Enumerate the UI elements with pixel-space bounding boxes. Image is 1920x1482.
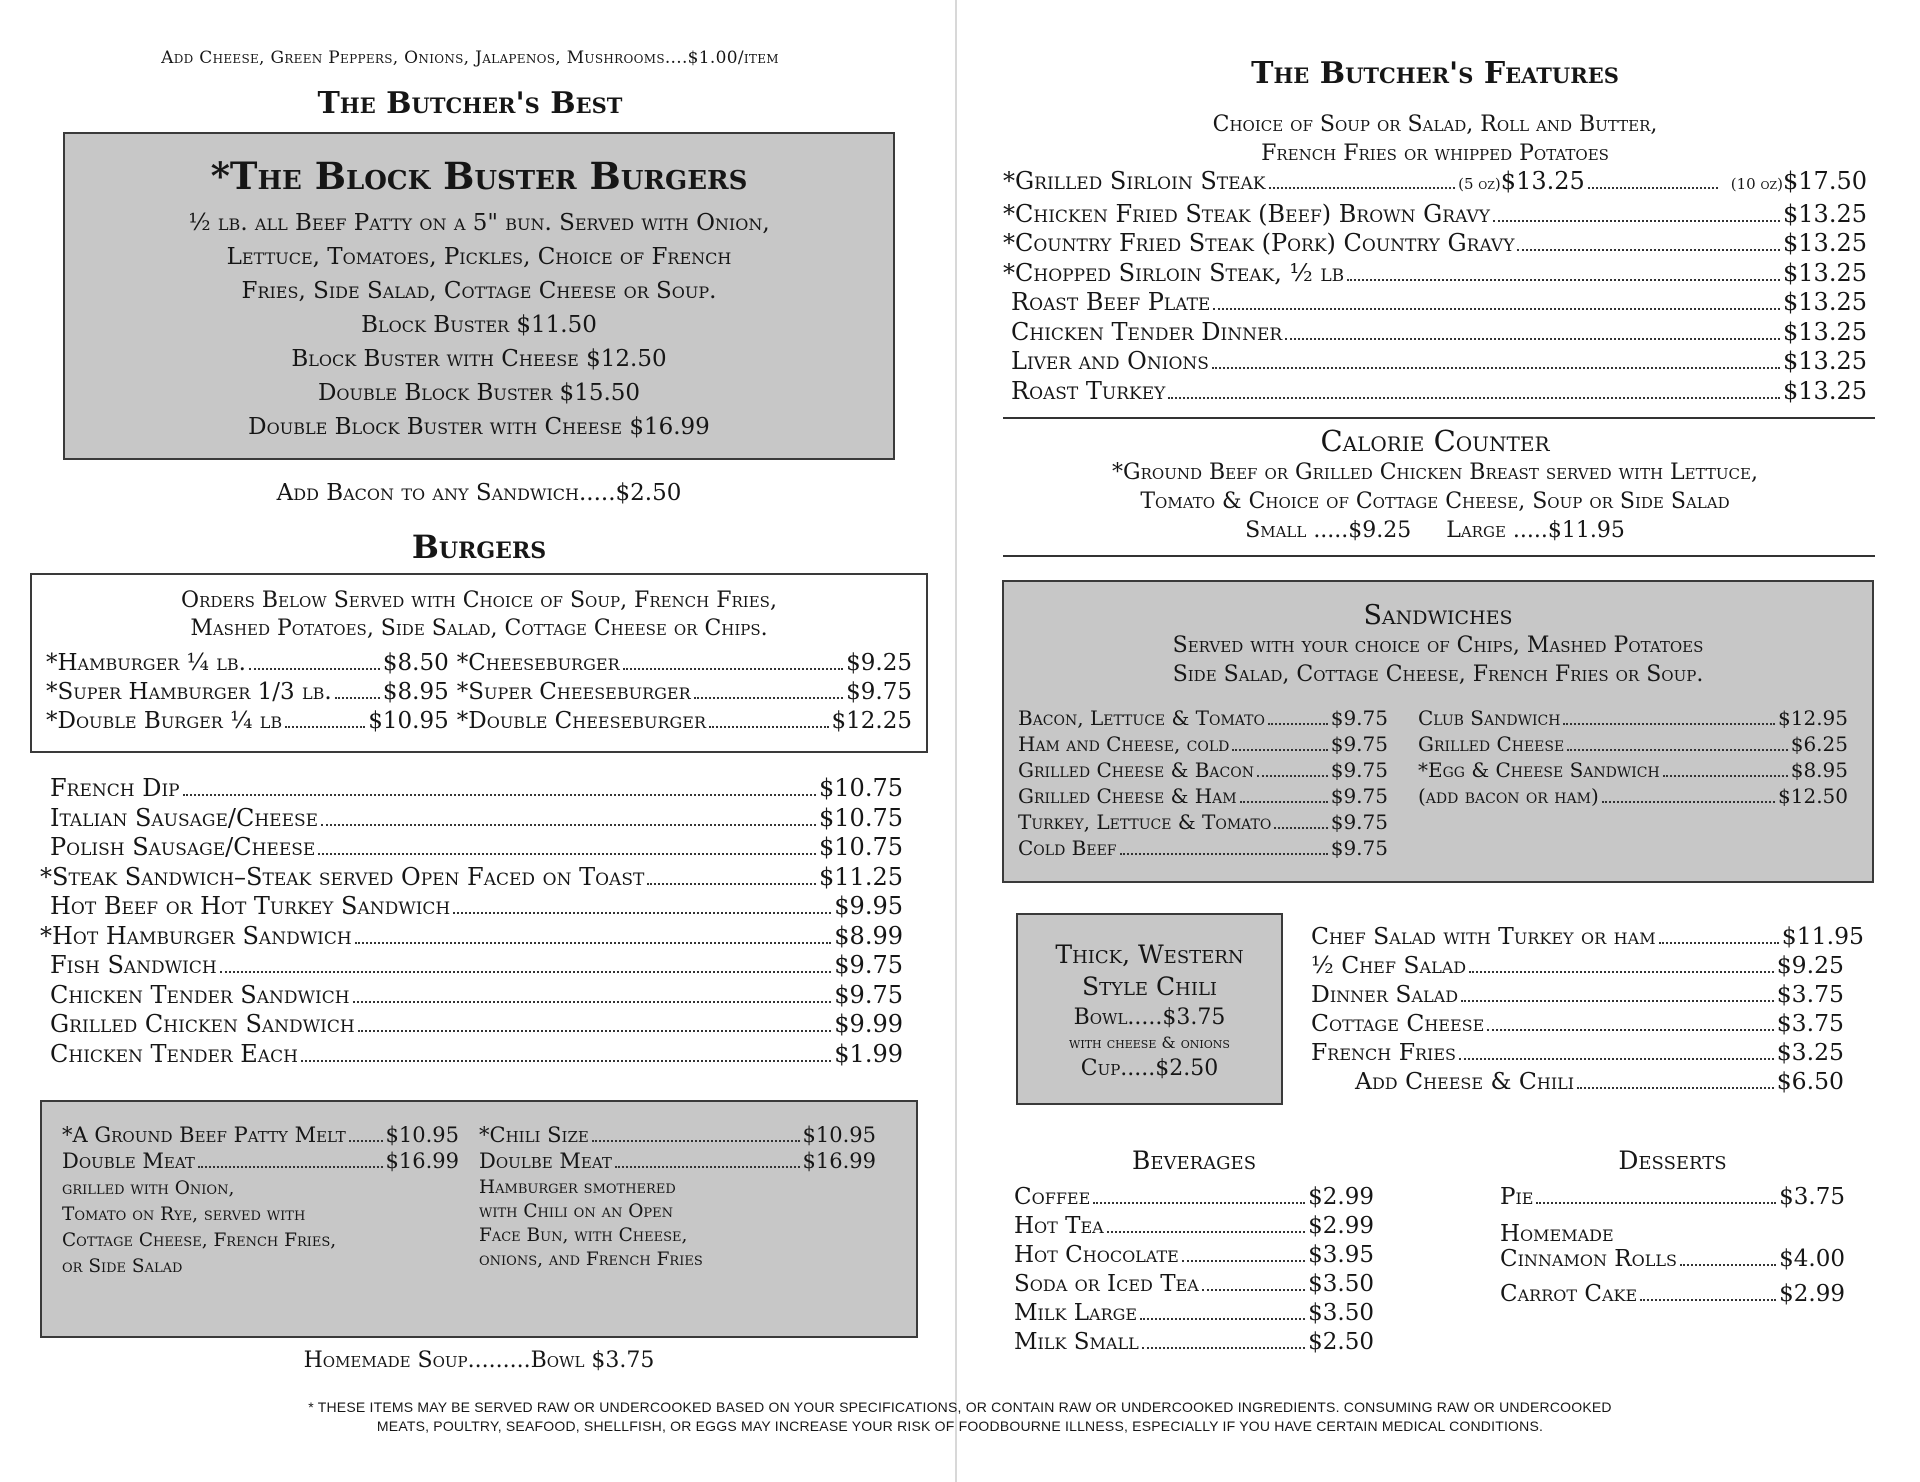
menu-item: (add bacon or ham) $12.50	[1418, 784, 1848, 808]
menu-item: *Country Fried Steak (Pork) Country Gravy $13.25	[1003, 229, 1867, 257]
beverages-title: Beverages	[1131, 1146, 1257, 1175]
menu-item: *Chili Size $10.95	[479, 1123, 876, 1147]
menu-item: Italian Sausage/Cheese $10.75	[50, 803, 903, 832]
menu-item: Turkey, Lettuce & Tomato $9.75	[1018, 810, 1388, 834]
page-fold	[955, 0, 957, 1482]
menu-item: *Double Burger ¼ lb $10.95	[46, 708, 449, 734]
menu-item: *Chicken Fried Steak (Beef) Brown Gravy $13.25	[1003, 199, 1867, 228]
calorie-counter-title: Calorie Counter	[1320, 424, 1550, 458]
menu-item: Hot Beef or Hot Turkey Sandwich $9.95	[50, 892, 903, 920]
menu-item: *Super Cheeseburger $9.75	[456, 679, 912, 705]
menu-item: *Chopped Sirloin Steak, ½ lb $13.25	[1003, 258, 1867, 287]
blockbuster-title: *The Block Buster Burgers	[210, 154, 748, 198]
menu-item: Grilled Cheese & Ham $9.75	[1018, 784, 1388, 808]
menu-item: Roast Beef Plate $13.25	[1011, 288, 1867, 316]
burgers-box	[30, 573, 928, 753]
blockbuster-price: Block Buster with Cheese $12.50	[291, 346, 667, 372]
menu-item: Hot Tea $2.99	[1014, 1213, 1374, 1239]
features-list	[1003, 167, 1867, 406]
beverages-section	[1014, 1146, 1374, 1357]
menu-item: *Egg & Cheese Sandwich $8.95	[1418, 758, 1848, 782]
burgers-desc: Orders Below Served with Choice of Soup, French Fries,	[181, 588, 777, 613]
menu-item: Ham and Cheese, cold $9.75	[1018, 732, 1388, 756]
menu-item: Chicken Tender Dinner $13.25	[1011, 317, 1867, 346]
chili-title: Thick, Western	[1055, 940, 1244, 969]
menu-item: *Grilled Sirloin Steak (5 oz) $13.25 (10 oz) $17.50	[1003, 167, 1867, 195]
blockbuster-box	[63, 132, 895, 460]
menu-item: Chicken Tender Each $1.99	[50, 1039, 903, 1068]
desserts-section	[1500, 1146, 1845, 1309]
divider	[1003, 555, 1875, 557]
menu-item: Cold Beef $9.75	[1018, 836, 1388, 860]
menu-item: *Hamburger ¼ lb. $8.50	[46, 650, 449, 676]
menu-item: Milk Small $2.50	[1014, 1329, 1374, 1355]
menu-item: Liver and Onions $13.25	[1011, 347, 1867, 375]
salad-list	[1311, 922, 1864, 1096]
butchers-features-title: The Butcher's Features	[1251, 56, 1619, 91]
menu-item: Hot Chocolate $3.95	[1014, 1242, 1374, 1268]
sandwiches-box	[1002, 580, 1874, 883]
menu-item: Soda or Iced Tea $3.50	[1014, 1271, 1374, 1297]
blockbuster-price: Double Block Buster with Cheese $16.99	[248, 414, 710, 440]
menu-item: *Super Hamburger 1/3 lb. $8.95	[46, 679, 449, 705]
menu-item: Coffee $2.99	[1014, 1184, 1374, 1210]
menu-item: French Dip $10.75	[50, 774, 903, 802]
blockbuster-desc: ½ lb. all Beef Patty on a 5" bun. Served with Onion,	[188, 210, 770, 236]
menu-item: Club Sandwich $12.95	[1418, 706, 1848, 730]
menu-item: Polish Sausage/Cheese $10.75	[50, 833, 903, 861]
chili-bowl: Bowl.....$3.75	[1073, 1005, 1226, 1030]
menu-item: Chef Salad with Turkey or ham $11.95	[1311, 922, 1864, 950]
menu-item: Milk Large $3.50	[1014, 1300, 1374, 1326]
menu-item: Chicken Tender Sandwich $9.75	[50, 980, 903, 1009]
features-subtitle: Choice of Soup or Salad, Roll and Butter, French Fries or whipped Potatoes	[1212, 112, 1658, 166]
blockbuster-desc: Fries, Side Salad, Cottage Cheese or Soup.	[241, 278, 717, 304]
chili-title: Style Chili	[1081, 972, 1218, 1001]
menu-item: Grilled Cheese $6.25	[1418, 732, 1848, 756]
sandwiches-desc: Side Salad, Cottage Cheese, French Fries or Soup.	[1172, 662, 1704, 687]
blockbuster-price: Block Buster $11.50	[361, 312, 597, 338]
butchers-best-title: The Butcher's Best	[317, 86, 623, 121]
menu-item: Bacon, Lettuce & Tomato $9.75	[1018, 706, 1388, 730]
menu-item: *Steak Sandwich–Steak served Open Faced on Toast $11.25	[40, 862, 903, 891]
homemade-soup: Homemade Soup.........Bowl $3.75	[303, 1348, 655, 1373]
item-description: grilled with Onion, Tomato on Rye, served with Cottage Cheese, French Fries, or Side Salad	[62, 1178, 337, 1277]
menu-item: ½ Chef Salad $9.25	[1311, 951, 1844, 979]
menu-item: Fish Sandwich $9.75	[50, 951, 903, 979]
menu-item: *Cheeseburger $9.25	[456, 650, 912, 676]
menu-item: Pie $3.75	[1500, 1184, 1845, 1210]
menu-item: *Double Cheeseburger $12.25	[456, 708, 912, 734]
blockbuster-price: Double Block Buster $15.50	[317, 380, 641, 406]
chili-box	[1016, 913, 1283, 1105]
food-safety-disclaimer: * THESE ITEMS MAY BE SERVED RAW OR UNDERCOOKED BASED ON YOUR SPECIFICATIONS, OR CONTAIN RAW OR UNDERCOOKED INGREDIENTS. CONSUMING RAW OR UNDERCOOKED MEATS, POULTRY, SEAFOOD, SHELLFISH, OR EGGS MAY INCREASE YOUR RISK OF FOODBOURNE ILLNESS, ESPECIALLY IF YOU HAVE CERTAIN MEDICAL CONDITIONS.	[308, 1399, 1612, 1434]
blockbuster-desc: Lettuce, Tomatoes, Pickles, Choice of French	[226, 244, 732, 270]
menu-item: French Fries $3.25	[1311, 1038, 1844, 1066]
menu-item: Doulbe Meat $16.99	[479, 1149, 876, 1173]
menu-item: Roast Turkey $13.25	[1011, 376, 1867, 405]
bacon-note: Add Bacon to any Sandwich.....$2.50	[276, 480, 682, 506]
toppings-note: Add Cheese, Green Peppers, Onions, Jalapenos, Mushrooms....$1.00/item	[161, 48, 779, 68]
burgers-title: Burgers	[411, 528, 547, 566]
menu-item: Grilled Cheese & Bacon $9.75	[1018, 758, 1388, 782]
burgers-desc: Mashed Potatoes, Side Salad, Cottage Cheese or Chips.	[190, 616, 768, 641]
menu-item: Grilled Chicken Sandwich $9.99	[50, 1010, 903, 1038]
menu-item: Cottage Cheese $3.75	[1311, 1009, 1844, 1037]
menu-item: Double Meat $16.99	[62, 1149, 459, 1173]
sandwich-list	[40, 774, 903, 1069]
chili-cup: Cup.....$2.50	[1080, 1056, 1219, 1081]
item-description: Hamburger smothered with Chili on an Open Face Bun, with Cheese, onions, and French Fries	[479, 1177, 703, 1270]
menu-item: *A Ground Beef Patty Melt $10.95	[62, 1123, 459, 1147]
calorie-counter-desc: *Ground Beef or Grilled Chicken Breast served with Lettuce, Tomato & Choice of Cottage Cheese, Soup or Side Salad Small .....$9.25 Large .....$11.95	[1112, 460, 1758, 543]
menu-item: Add Cheese & Chili $6.50	[1355, 1067, 1844, 1095]
menu-item: Cinnamon Rolls $4.00	[1500, 1246, 1845, 1272]
sandwiches-desc: Served with your choice of Chips, Mashed Potatoes	[1172, 633, 1704, 658]
divider	[1003, 417, 1875, 419]
menu-item: *Hot Hamburger Sandwich $8.99	[40, 921, 903, 950]
sandwiches-title: Sandwiches	[1363, 600, 1513, 631]
menu-item: Carrot Cake $2.99	[1500, 1281, 1845, 1307]
chili-note: with cheese & onions	[1069, 1033, 1230, 1052]
desserts-title: Desserts	[1618, 1146, 1727, 1175]
menu-item-label: Homemade	[1500, 1221, 1614, 1247]
menu-item: Dinner Salad $3.75	[1311, 980, 1844, 1008]
patty-melt-box	[40, 1100, 918, 1338]
